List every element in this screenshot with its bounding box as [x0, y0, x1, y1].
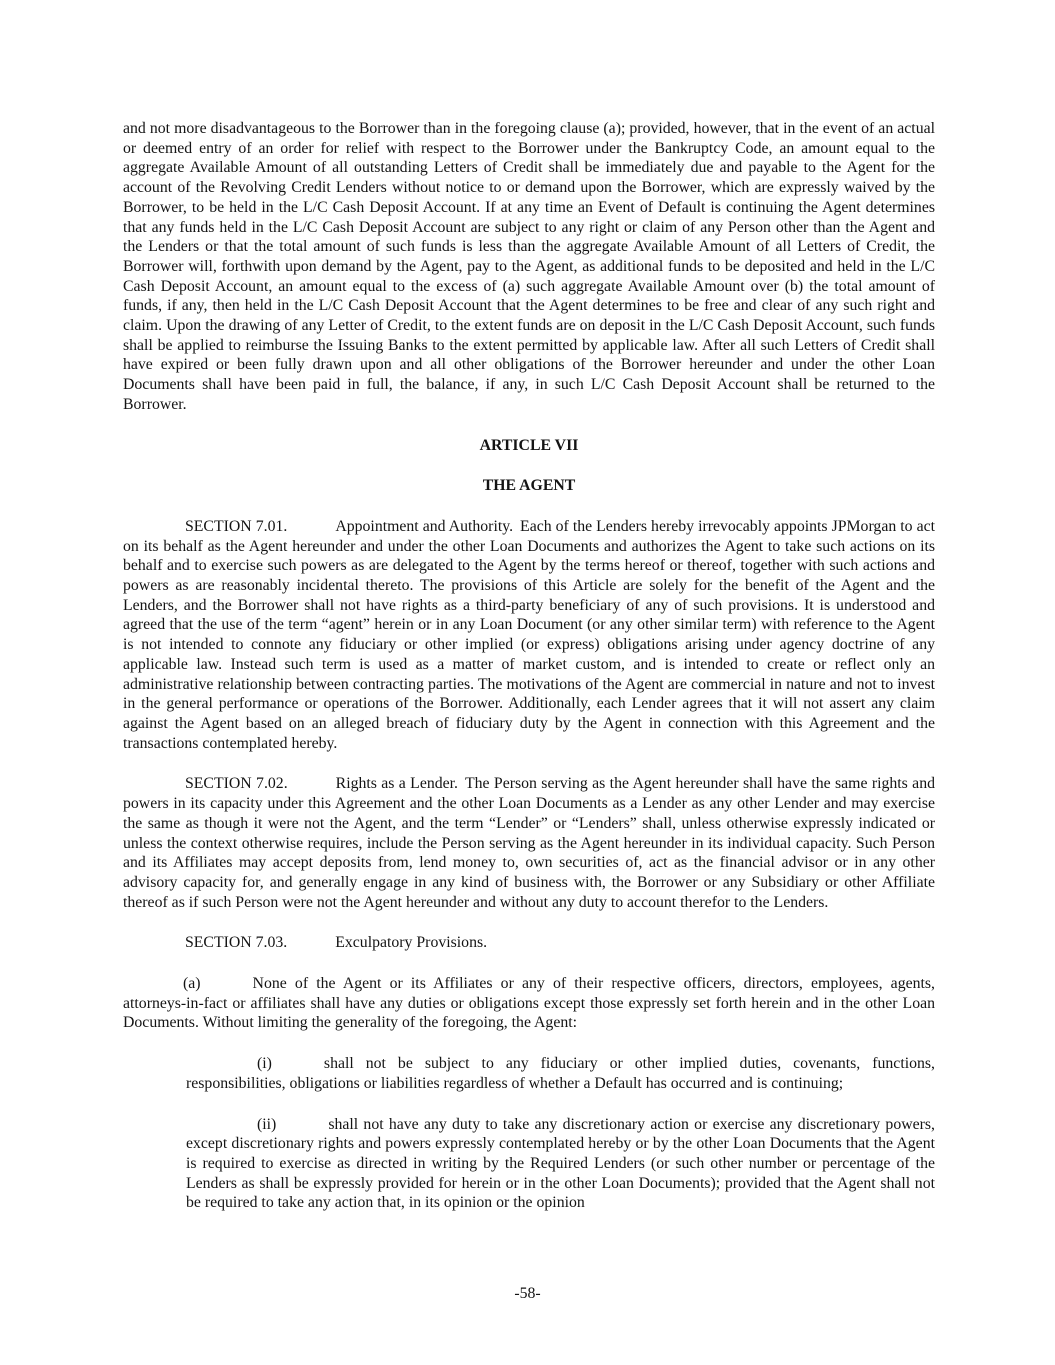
section-7-02-paragraph: [123, 774, 935, 912]
page-number: -58-: [514, 1285, 541, 1302]
subsection-a-number: (a): [183, 975, 201, 993]
clause-i-paragraph: [186, 1054, 935, 1093]
subsection-a-paragraph: [123, 974, 935, 1033]
section-7-02-heading: Rights as a Lender.: [335, 775, 458, 793]
section-7-03-label: SECTION 7.03.: [185, 934, 288, 952]
section-7-03-paragraph: [123, 933, 935, 953]
clause-ii-paragraph: [186, 1115, 935, 1214]
section-7-01-body: Each of the Lenders hereby irrevocably appoints JPMorgan to act on its behalf as the Agent hereunder and under the other Loan Documents and authorizes the Agent to take such actions on its behalf and to exercise such powers as are delegated to the Agent by the terms hereof or thereof, together with such actions and powers as are reasonably incidental thereto. The provisions of this Article are solely for the benefit of the Agent and the Lenders, and the Borrower shall not have rights as a third-party beneficiary of any of such provisions. It is understood and agreed that the use of the term “agent” herein or in any Loan Document (or any other similar term) with reference to the Agent is not intended to connote any fiduciary or other implied (or express) obligations arising under agency doctrine of any applicable law. Instead such term is used as a matter of market custom, and is intended to create or reflect only an administrative relationship between contracting parties. The motivations of the Agent are commercial in nature and not to invest in the general performance or operations of the Borrower. Additionally, each Lender agrees that it will not assert any claim against the Agent based on an alleged breach of fiduciary duty by the Agent in connection with this Agreement and the transactions contemplated hereby.: [123, 517, 935, 752]
section-7-02-label: SECTION 7.02.: [185, 775, 288, 793]
section-7-03-heading: Exculpatory Provisions.: [335, 934, 488, 952]
clause-i-number: (i): [257, 1055, 272, 1073]
clause-i-text: shall not be subject to any fiduciary or other implied duties, covenants, functions, responsibilities, obligations or liabilities regardless of whether a Default has occurred and is continuing;: [186, 1055, 935, 1092]
section-7-01-paragraph: [123, 517, 935, 753]
article-heading: ARTICLE VII: [479, 436, 579, 454]
section-7-01-label: SECTION 7.01.: [185, 517, 288, 535]
section-7-02-body: The Person serving as the Agent hereunder shall have the same rights and powers in its capacity under this Agreement and the other Loan Documents as a Lender as any other Lender and may exercise the same as though it were not the Agent, and the term “Lender” or “Lenders” shall, unless otherwise expressly indicated or unless the context otherwise requires, include the Person serving as the Agent hereunder in its individual capacity. Such Person and its Affiliates may accept deposits from, lend money to, own securities of, act as the financial advisor or in any other advisory capacity for, and generally engage in any kind of business with, the Borrower or any Subsidiary or other Affiliate thereof as if such Person were not the Agent hereunder and without any duty to account therefor to the Lenders.: [123, 775, 935, 911]
section-7-01-heading: Appointment and Authority.: [335, 517, 514, 535]
article-title: THE AGENT: [482, 477, 576, 495]
subsection-a-text: None of the Agent or its Affiliates or any of their respective officers, directors, employees, agents, attorneys-in-fact or affiliates shall have any duties or obligations except those expressly set forth herein and in the other Loan Documents. Without limiting the generality of the foregoing, the Agent:: [123, 975, 935, 1032]
clause-ii-number: (ii): [257, 1115, 277, 1133]
intro-paragraph: and not more disadvantageous to the Borrower than in the foregoing clause (a); provided, however, that in the event of an actual or deemed entry of an order for relief with respect to the Borrower under the Bankruptcy Code, an amount equal to the aggregate Available Amount of all outstanding Letters of Credit shall be immediately due and payable to the Agent for the account of the Revolving Credit Lenders without notice to or demand upon the Borrower, which are expressly waived by the Borrower, to be held in the L/C Cash Deposit Account. If at any time an Event of Default is continuing the Agent determines that any funds held in the L/C Cash Deposit Account are subject to any right or claim of any Person other than the Agent and the Lenders or that the total amount of such funds is less than the aggregate Available Amount of all Letters of Credit, the Borrower will, forthwith upon demand by the Agent, pay to the Agent, as additional funds to be deposited and held in the L/C Cash Deposit Account, an amount equal to the excess of (a) such aggregate Available Amount over (b) the total amount of funds, if any, then held in the L/C Cash Deposit Account that the Agent determines to be free and clear of any such right and claim. Upon the drawing of any Letter of Credit, to the extent funds are on deposit in the L/C Cash Deposit Account, such funds shall be applied to reimburse the Issuing Banks to the extent permitted by applicable law. After all such Letters of Credit shall have expired or been fully drawn upon and all other obligations of the Borrower hereunder and under the other Loan Documents shall have been paid in full, the balance, if any, in such L/C Cash Deposit Account shall be returned to the Borrower.: [123, 120, 935, 413]
clause-ii-text: shall not have any duty to take any discretionary action or exercise any discretionary powers, except discretionary rights and powers expressly contemplated hereby or by the other Loan Documents that the Agent is required to exercise as directed in writing by the Required Lenders (or such other number or percentage of the Lenders as shall be expressly provided for herein or in the other Loan Documents); provided that the Agent shall not be required to take any action that, in its opinion or the opinion: [186, 1115, 935, 1212]
